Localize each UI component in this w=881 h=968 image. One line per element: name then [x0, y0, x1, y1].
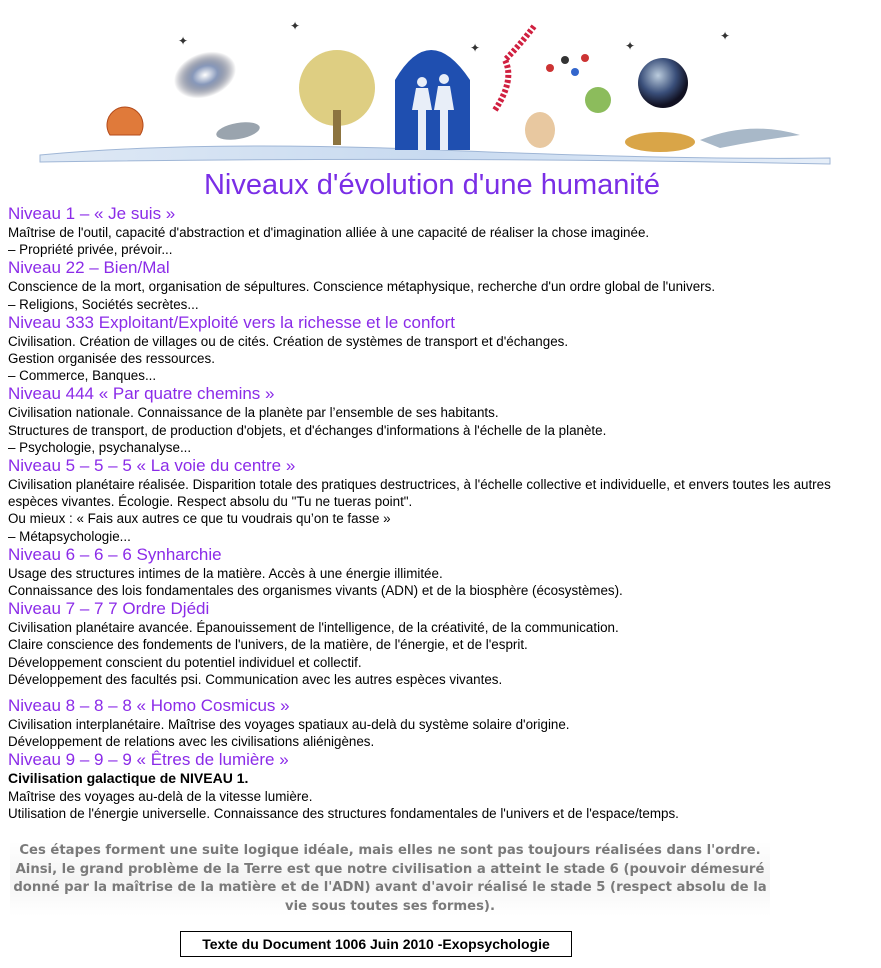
spacer [8, 688, 873, 696]
level-heading: Niveau 444 « Par quatre chemins » [8, 384, 275, 404]
planet-earth-icon [638, 58, 688, 108]
note-paragraph: Ces étapes forment une suite logique idéale, mais elles ne sont pas toujours réalisées dans l'ordre. Ainsi, le grand problème de la Terre est que notre civilisation a atteint le stade 6 (pouvoir démesuré donné par la maîtrise de la matière et de l'ADN) avant d'avoir réalisé le stade 5 (respect absolu de la vie sous toutes ses formes). [10, 842, 770, 916]
dolphin-icon [700, 129, 800, 148]
dna-icon [495, 25, 535, 110]
level-line: Civilisation interplanétaire. Maîtrise des voyages spatiaux au-delà du système solaire d'origine. [8, 717, 570, 733]
evolution-banner-illustration [0, 0, 881, 168]
level-line: Ou mieux : « Fais aux autres ce que tu voudrais qu’on te fasse » [8, 511, 391, 527]
galaxy-icon [167, 43, 242, 106]
level-line: Utilisation de l'énergie universelle. Connaissance des structures fondamentales de l'univers et de l'espace/temps. [8, 805, 679, 821]
level-section [8, 599, 873, 688]
source-caption: Texte du Document 1006 Juin 2010 -Exopsychologie [180, 931, 572, 957]
fetus-icon [525, 112, 555, 148]
level-line: Civilisation planétaire réalisée. Disparition totale des pratiques destructrices, à l'échelle collective et individuelle, et envers toutes les autres espèces vivantes. Écologie. Respect absolu du "Tu ne tueras point". [8, 477, 831, 510]
level-bold-line: Civilisation galactique de NIVEAU 1. [8, 770, 249, 787]
leaf-icon [215, 119, 261, 142]
level-heading: Niveau 333 Exploitant/Exploité vers la richesse et le confort [8, 312, 455, 332]
level-section [8, 696, 873, 750]
level-section [8, 384, 873, 456]
level-section [8, 750, 873, 822]
level-line: Maîtrise des voyages au-delà de la vitesse lumière. [8, 788, 313, 804]
level-line: – Métapsychologie... [8, 528, 131, 544]
svg-text:✦: ✦ [470, 41, 481, 55]
svg-text:✦: ✦ [720, 29, 731, 43]
level-line: Usage des structures intimes de la matière. Accès à une énergie illimitée. [8, 565, 443, 581]
level-section [8, 456, 873, 545]
level-line: – Religions, Sociétés secrètes... [8, 296, 199, 312]
level-section [8, 545, 873, 599]
level-heading: Niveau 7 – 7 7 Ordre Djédi [8, 599, 210, 619]
level-heading: Niveau 22 – Bien/Mal [8, 258, 170, 278]
level-heading: Niveau 6 – 6 – 6 Synharchie [8, 544, 222, 564]
level-heading: Niveau 1 – « Je suis » [8, 204, 176, 223]
level-line: – Commerce, Banques... [8, 368, 157, 384]
level-line: Développement de relations avec les civilisations aliénigènes. [8, 734, 375, 750]
level-heading: Niveau 9 – 9 – 9 « Êtres de lumière » [8, 750, 289, 770]
level-line: Civilisation nationale. Connaissance de la planète par l’ensemble de ses habitants. [8, 405, 499, 421]
level-line: Connaissance des lois fondamentales des organismes vivants (ADN) et de la biosphère (écosystèmes). [8, 583, 623, 599]
level-line: – Psychologie, psychanalyse... [8, 439, 192, 455]
levels-list [8, 204, 873, 822]
level-section [8, 258, 873, 312]
level-line: Structures de transport, de production d'objets, et d'échanges d'informations à l'échelle de la planète. [8, 422, 607, 438]
level-heading: Niveau 8 – 8 – 8 « Homo Cosmicus » [8, 696, 290, 716]
level-section [8, 313, 873, 385]
level-section [8, 204, 873, 258]
molecule-icon [546, 54, 589, 76]
level-line: Civilisation planétaire avancée. Épanouissement de l'intelligence, de la créativité, de la communication. [8, 620, 619, 636]
cheetah-icon [625, 132, 695, 152]
svg-text:✦: ✦ [625, 39, 636, 53]
level-line: Développement des facultés psi. Communication avec les autres espèces vivantes. [8, 671, 503, 687]
page-title: Niveaux d'évolution d'une humanité [203, 169, 661, 201]
level-line: Claire conscience des fondements de l'univers, de la matière, de l'énergie, et de l'esprit. [8, 637, 528, 653]
stars [178, 19, 730, 55]
svg-text:✦: ✦ [290, 19, 301, 33]
level-line: – Propriété privée, prévoir... [8, 242, 173, 258]
svg-text:✦: ✦ [178, 34, 189, 48]
level-line: Développement conscient du potentiel individuel et collectif. [8, 654, 362, 670]
level-line: Gestion organisée des ressources. [8, 351, 215, 367]
level-line: Conscience de la mort, organisation de sépultures. Conscience métaphysique, recherche d'un ordre global de l'univers. [8, 279, 716, 295]
shell-icon [107, 107, 143, 135]
level-line: Maîtrise de l'outil, capacité d'abstraction et d'imagination alliée à une capacité de réaliser la chose imaginée. [8, 225, 650, 240]
cell-icon [585, 87, 611, 113]
level-heading: Niveau 5 – 5 – 5 « La voie du centre » [8, 456, 296, 476]
light-arch [395, 50, 470, 150]
level-line: Civilisation. Création de villages ou de cités. Création de systèmes de transport et d'échanges. [8, 333, 569, 349]
